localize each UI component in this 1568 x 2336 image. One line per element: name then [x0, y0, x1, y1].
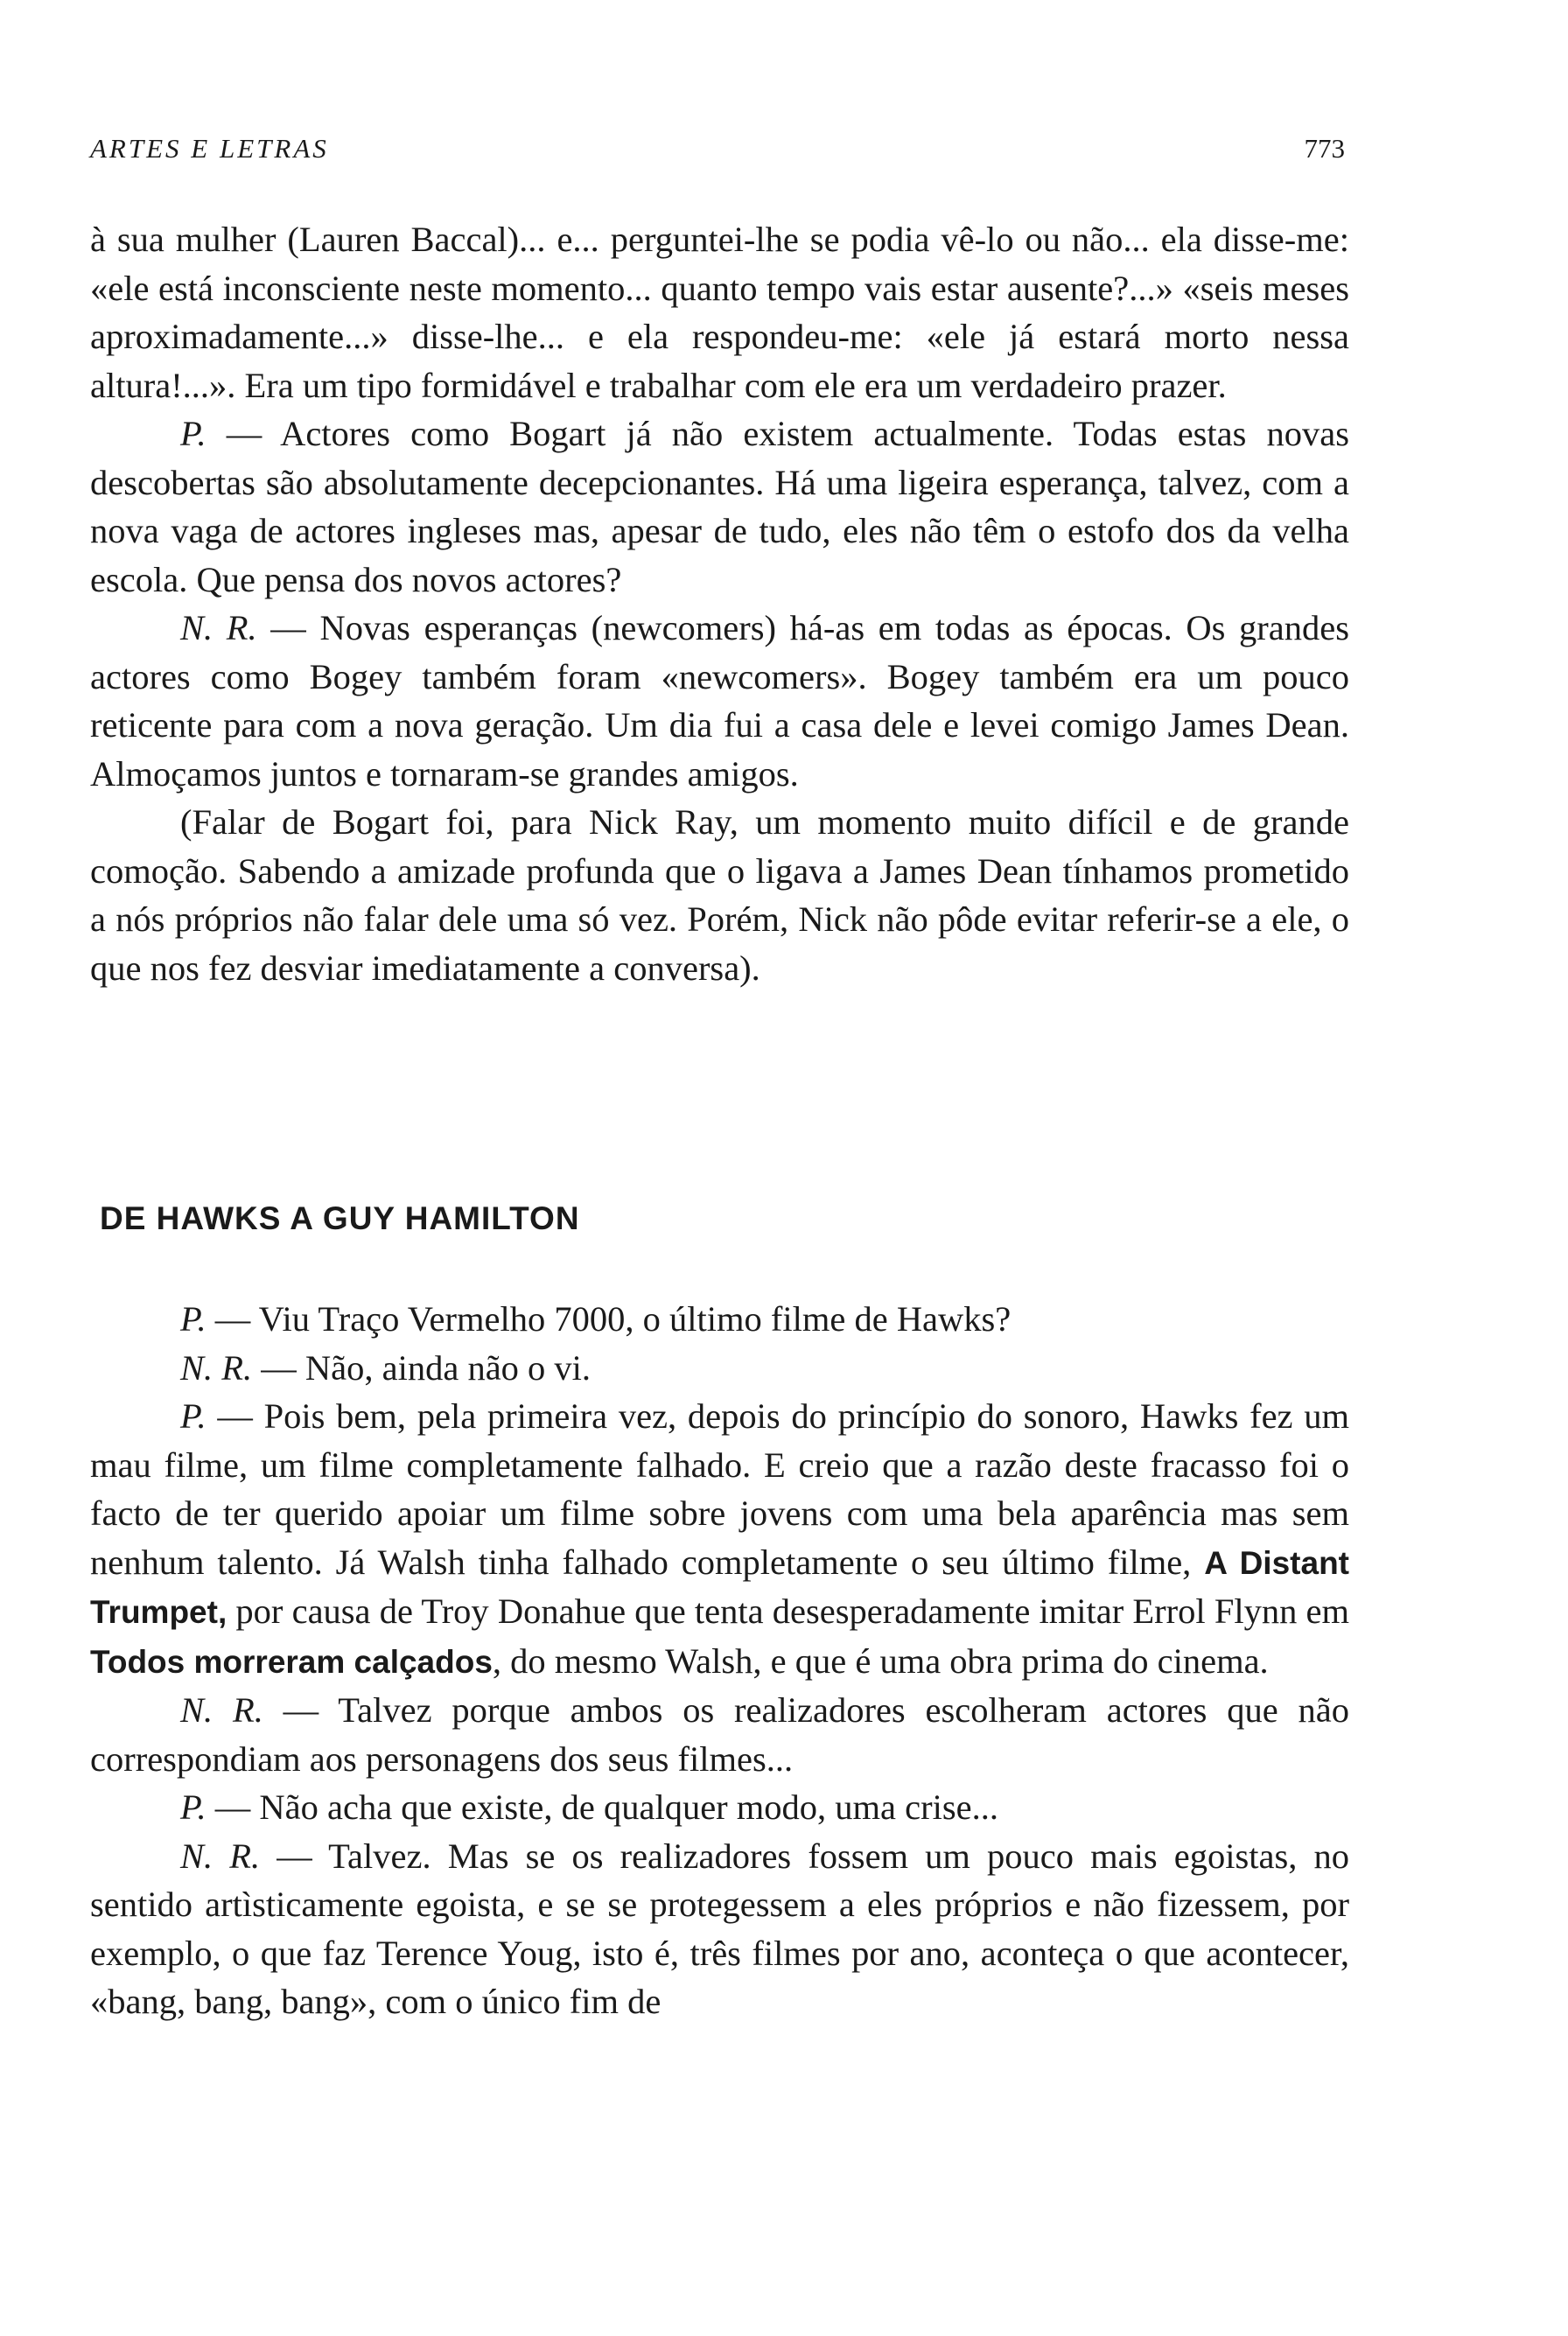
- paragraph: [90, 215, 1349, 409]
- paragraph-text: — Talvez porque ambos os realizadores escolheram actores que não correspondiam aos personagens dos seus filmes...: [90, 1690, 1349, 1779]
- paragraph: [90, 1295, 1349, 1344]
- paragraph-text: — Pois bem, pela primeira vez, depois do princípio do sonoro, Hawks fez um mau filme, um filme completamente falhado. E creio que a razão deste fracasso foi o facto de ter querido apoiar um filme sobre jovens com uma bela aparência mas sem nenhum talento. Já Walsh tinha falhado completamente o seu último filme,: [90, 1396, 1349, 1582]
- paragraph-text: — Actores como Bogart já não existem actualmente. Todas estas novas descobertas são absolutamente decepcionantes. Há uma ligeira esperança, talvez, com a nova vaga de actores ingleses mas, apesar de tudo, eles não têm o estofo dos da velha escola. Que pensa dos novos actores?: [90, 414, 1349, 599]
- page-number: 773: [1304, 133, 1345, 164]
- paragraph-text: — Não acha que existe, de qualquer modo, uma crise...: [206, 1787, 998, 1827]
- paragraph: [90, 1832, 1349, 2026]
- paragraph-text: — Talvez. Mas se os realizadores fossem um pouco mais egoistas, no sentido artìsticamente egoista, e se se protegessem a eles próprios e não fizessem, por exemplo, o que faz Terence Youg, isto é, três filmes por ano, aconteça o que acontecer, «bang, bang, bang», com o único fim de: [90, 1836, 1349, 2021]
- paragraph-text: , do mesmo Walsh, e que é uma obra prima do cinema.: [492, 1640, 1269, 1681]
- paragraph-text: por causa de Troy Donahue que tenta desesperadamente imitar Errol Flynn em: [227, 1591, 1349, 1631]
- section-heading: DE HAWKS A GUY HAMILTON: [100, 1200, 580, 1236]
- speaker-label: P.: [180, 1787, 206, 1827]
- paragraph: [90, 409, 1349, 604]
- speaker-label: N. R.: [180, 608, 257, 647]
- interview-text-bottom: [90, 1295, 1349, 2026]
- paragraph: [90, 1392, 1349, 1686]
- speaker-label: P.: [180, 1299, 206, 1339]
- paragraph-text: — Não, ainda não o vi.: [252, 1347, 592, 1388]
- speaker-label: N. R.: [180, 1836, 261, 1876]
- speaker-label: N. R.: [180, 1347, 253, 1388]
- running-head: ARTES E LETRAS: [90, 133, 329, 164]
- speaker-label: N. R.: [180, 1690, 263, 1730]
- paragraph-text: — Viu Traço Vermelho 7000, o último filme de Hawks?: [206, 1299, 1012, 1339]
- paragraph-text: — Novas esperanças (newcomers) há-as em todas as épocas. Os grandes actores como Bogey também foram «newcomers». Bogey também era um pouco reticente para com a nova geração. Um dia fui a casa dele e levei comigo James Dean. Almoçamos juntos e tornaram-se grandes amigos.: [90, 608, 1349, 794]
- film-title: Todos morreram calçados: [90, 1643, 493, 1680]
- paragraph: [90, 798, 1349, 992]
- interview-text-top: [90, 215, 1349, 992]
- speaker-label: P.: [180, 414, 206, 453]
- paragraph-text: à sua mulher (Lauren Baccal)... e... perguntei-lhe se podia vê-lo ou não... ela disse-me: «ele está inconsciente neste momento... quanto tempo vais estar ausente?...» «seis meses aproximadamente...» disse-lhe... e ela respondeu-me: «ele já estará morto nessa altura!...». Era um tipo formidável e trabalhar com ele era um verdadeiro prazer.: [90, 220, 1349, 405]
- paragraph: [90, 1783, 1349, 1832]
- paragraph: [90, 1686, 1349, 1783]
- speaker-label: P.: [180, 1396, 206, 1436]
- film-title: A Distant Trumpet,: [90, 1544, 1349, 1630]
- paragraph-text: (Falar de Bogart foi, para Nick Ray, um momento muito difícil e de grande comoção. Sabendo a amizade profunda que o ligava a James Dean tínhamos prometido a nós próprios não falar dele uma só vez. Porém, Nick não pôde evitar referir-se a ele, o que nos fez desviar imediatamente a conversa).: [90, 802, 1349, 988]
- paragraph: [90, 1344, 1349, 1393]
- paragraph: [90, 604, 1349, 798]
